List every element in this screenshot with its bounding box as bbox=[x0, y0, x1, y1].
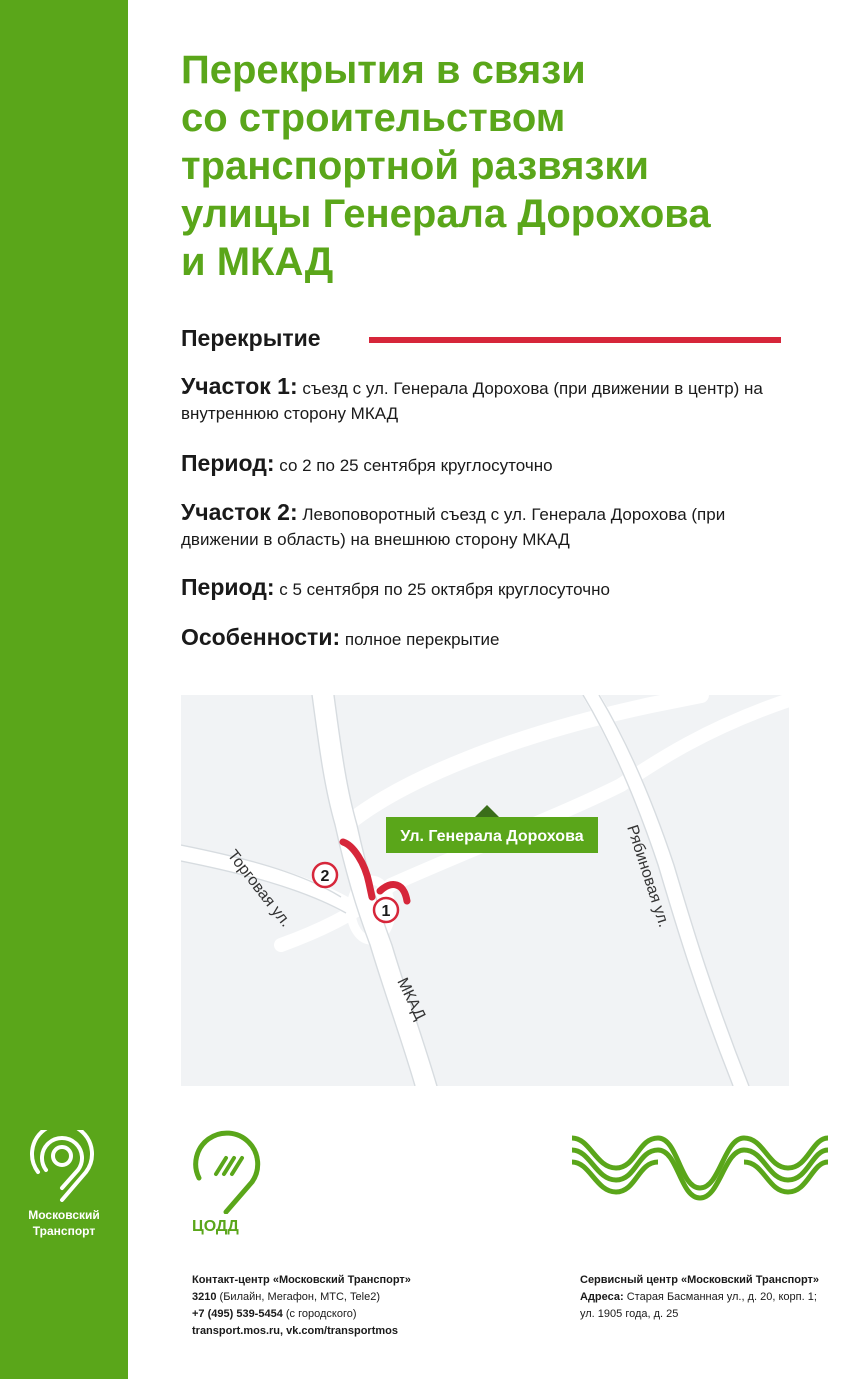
period1-text: со 2 по 25 сентября круглосуточно bbox=[279, 456, 553, 475]
period1 bbox=[181, 451, 781, 478]
title-line: и МКАД bbox=[181, 240, 334, 284]
title-line: транспортной развязки bbox=[181, 144, 650, 188]
mos-wave-logo-icon bbox=[568, 1128, 832, 1204]
moscow-transport-emblem-icon bbox=[28, 1130, 100, 1202]
page-title bbox=[181, 46, 801, 286]
label-torgovaya: Торговая ул. bbox=[223, 846, 295, 931]
period1-label: Период: bbox=[181, 450, 275, 476]
service-center bbox=[580, 1272, 819, 1323]
label-mkad: МКАД bbox=[393, 975, 429, 1023]
section1 bbox=[181, 374, 781, 426]
section2-text: Левоповоротный съезд с ул. Генерала Дорохова (при движении в область) на внешнюю сторону МКАД bbox=[181, 505, 726, 549]
address-2: ул. 1905 года, д. 25 bbox=[580, 1308, 679, 1320]
features-text: полное перекрытие bbox=[344, 630, 500, 649]
marker-1-label: 1 bbox=[381, 903, 391, 920]
period2-text: с 5 сентября по 25 октября круглосуточно bbox=[279, 580, 610, 599]
section1-text: съезд с ул. Генерала Дорохова (при движении в центр) на внутреннюю сторону МКАД bbox=[181, 379, 763, 423]
address-label: Адреса: bbox=[580, 1291, 624, 1303]
map-svg bbox=[181, 695, 789, 1086]
moscow-transport-logo bbox=[14, 1130, 114, 1239]
closure-map bbox=[181, 695, 789, 1086]
marker-1 bbox=[374, 898, 398, 922]
contact-title: Контакт-центр «Московский Транспорт» bbox=[192, 1274, 411, 1286]
section2 bbox=[181, 500, 781, 552]
service-title: Сервисный центр «Московский Транспорт» bbox=[580, 1274, 820, 1286]
mos-logo bbox=[568, 1128, 832, 1209]
phone-short-note: (Билайн, Мегафон, МТС, Tele2) bbox=[219, 1291, 380, 1303]
section2-label: Участок 2: bbox=[181, 499, 298, 525]
features bbox=[181, 625, 781, 652]
mt-line2: Транспорт bbox=[32, 1224, 96, 1238]
period2-label: Период: bbox=[181, 574, 275, 600]
contact-center bbox=[192, 1272, 411, 1340]
phone-full-note: (с городского) bbox=[285, 1308, 357, 1320]
codd-emblem-icon bbox=[190, 1130, 266, 1214]
callout-street-label: Ул. Генерала Дорохова bbox=[400, 828, 584, 845]
title-line: улицы Генерала Дорохова bbox=[181, 192, 711, 236]
codd-logo bbox=[190, 1130, 270, 1219]
title-line: со строительством bbox=[181, 96, 566, 140]
features-label: Особенности: bbox=[181, 624, 341, 650]
phone-full: +7 (495) 539-5454 bbox=[192, 1308, 283, 1320]
period2 bbox=[181, 575, 781, 602]
phone-short: 3210 bbox=[192, 1291, 217, 1303]
mt-line1: Московский bbox=[28, 1208, 100, 1222]
label-ryabinovaya: Рябиновая ул. bbox=[623, 822, 673, 930]
section1-label: Участок 1: bbox=[181, 373, 298, 399]
legend-closure-line bbox=[369, 337, 781, 343]
marker-2-label: 2 bbox=[320, 868, 330, 885]
address-1: Старая Басманная ул., д. 20, корп. 1; bbox=[626, 1291, 817, 1303]
legend-label: Перекрытие bbox=[181, 325, 321, 351]
codd-name: ЦОДД bbox=[192, 1218, 239, 1235]
title-line: Перекрытия в связи bbox=[181, 48, 586, 92]
contact-web: transport.mos.ru, vk.com/transportmos bbox=[192, 1325, 398, 1337]
marker-2 bbox=[313, 863, 337, 887]
